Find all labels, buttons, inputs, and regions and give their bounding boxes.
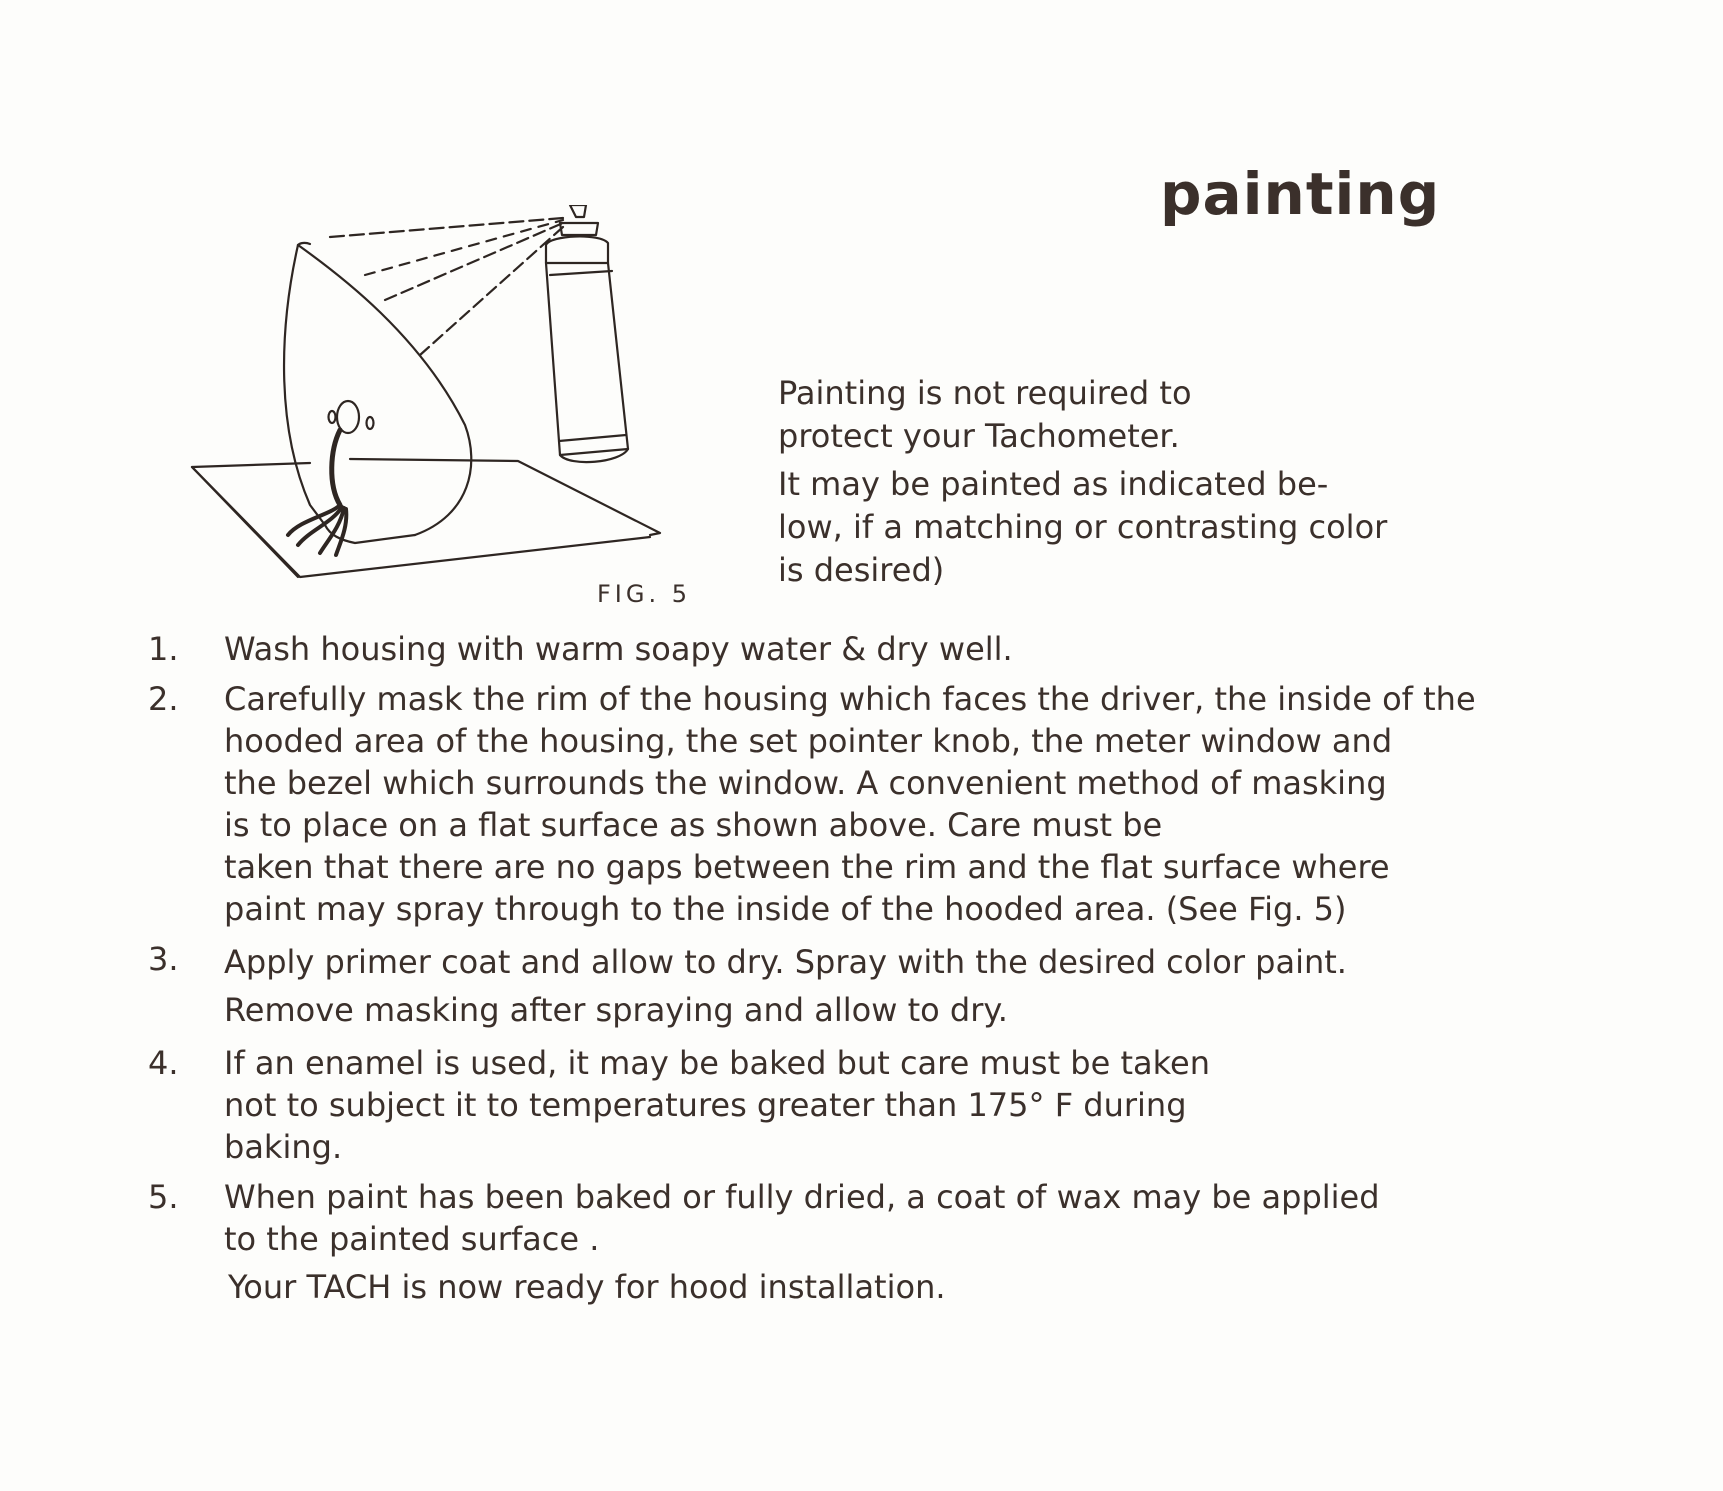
step-1 <box>148 628 1668 670</box>
step-text: When paint has been baked or fully dried, a coat of wax may be applied to the painted surface . <box>224 1178 1380 1258</box>
step-number: 3. <box>148 940 179 978</box>
step-text: Carefully mask the rim of the housing which faces the driver, the inside of the hooded area of the housing, the set pointer knob, the meter window and the bezel which surrounds the window. A convenient method of masking is to place on a flat surface as shown above. Care must be taken that there are no gaps between the rim and the flat surface where paint may spray through to the inside of the hooded area. (See Fig. 5) <box>224 680 1476 928</box>
step-4 <box>148 1042 1668 1168</box>
figure-caption: FIG. 5 <box>597 580 692 608</box>
page-title: painting <box>1160 160 1441 228</box>
step-text: Wash housing with warm soapy water & dry well. <box>224 630 1013 668</box>
step-2 <box>148 678 1668 930</box>
step-number: 4. <box>148 1044 179 1082</box>
intro-paragraph-1: Painting is not required to protect your Tachometer. <box>778 374 1192 455</box>
step-text: If an enamel is used, it may be baked but care must be taken not to subject it to temperatures greater than 175° F during baking. <box>224 1044 1210 1166</box>
spray-painting-illustration <box>180 205 720 615</box>
figure-5 <box>180 205 720 615</box>
intro-paragraph-2: It may be painted as indicated be- low, if a matching or contrasting color is desired) <box>778 465 1388 589</box>
step-number: 2. <box>148 680 179 718</box>
step-5 <box>148 1176 1668 1308</box>
intro-text <box>778 372 1478 592</box>
closing-note: Your TACH is now ready for hood installation. <box>228 1268 946 1306</box>
step-3 <box>148 938 1668 1034</box>
step-text: Apply primer coat and allow to dry. Spray with the desired color paint. Remove masking after spraying and allow to dry. <box>224 943 1347 1029</box>
step-number: 5. <box>148 1178 179 1216</box>
painting-steps <box>148 628 1668 1316</box>
step-number: 1. <box>148 630 179 668</box>
